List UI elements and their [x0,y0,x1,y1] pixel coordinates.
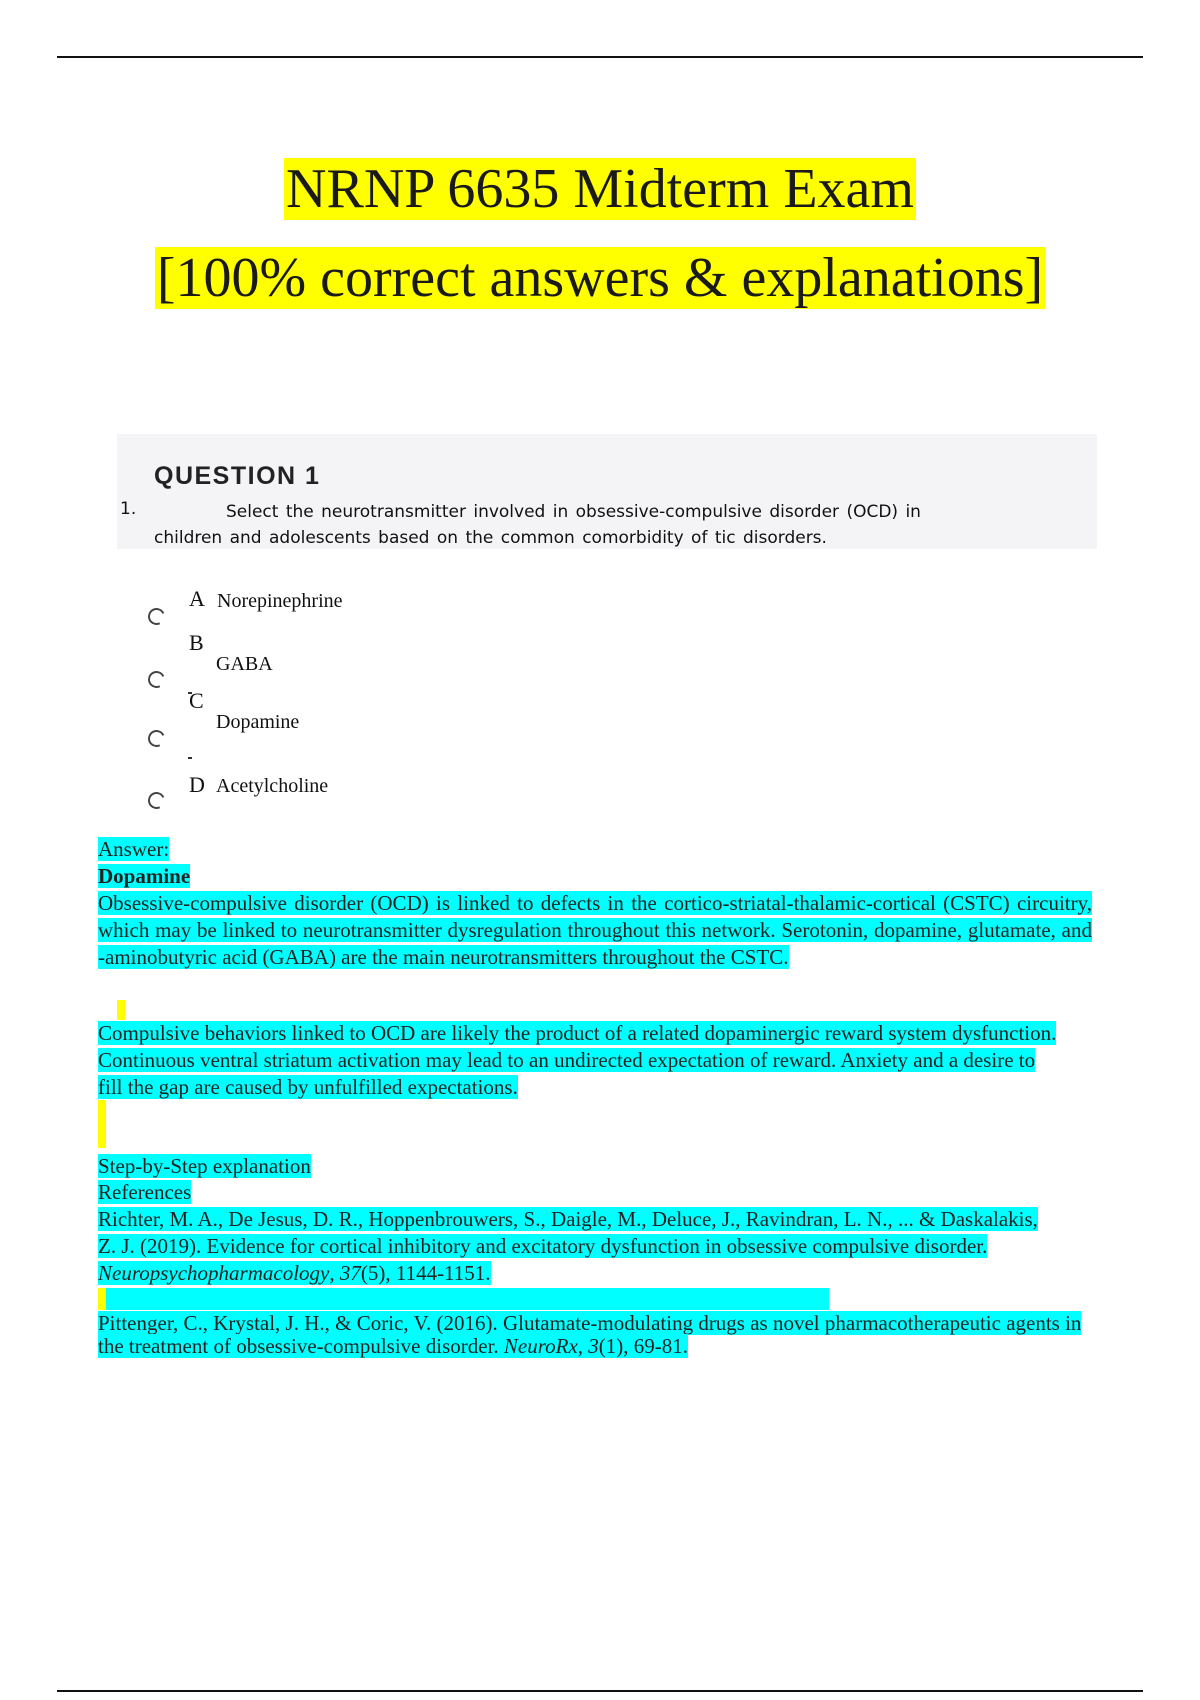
answer-value: Dopamine [98,864,191,888]
document-subtitle [0,245,1200,311]
title-line-2: [100% correct answers & explanations] [156,247,1044,309]
option-b-letter: B [189,630,204,655]
explanation-paragraph-1: Obsessive-compulsive disorder (OCD) is linked to defects in the cortico-striatal-thalamic-cortical (CSTC) circuitry, which may be linked to neurotransmitter dysregulation throughout this network. Serotonin, dopamine, glutamate, and -aminobutyric acid (GABA) are the main neurotransmitters throughout the CSTC. [98,891,1092,969]
question-text: Select the neurotransmitter involved in obsessive-compulsive disorder (OCD) in children and adolescents based on the common comorbidity of tic disorders. [154,502,921,548]
highlight-marker [98,1288,106,1310]
reference-1: Richter, M. A., De Jesus, D. R., Hoppenbrouwers, S., Daigle, M., Deluce, J., Ravindran, L. N., ... & Daskalakis, Z. J. (2019). Evidence for cortical inhibitory and excitatory dysfunction in obsessive compulsive disorder. Neuropsychopharmacology, 37(5), 1144-1151. [98,1207,1038,1285]
option-a-letter: A [189,586,205,611]
explanation-paragraph-2: Compulsive behaviors linked to OCD are likely the product of a related dopaminergic reward system dysfunction. Continuous ventral striatum activation may lead to an undirected expectation of reward. Anxiety and a desire to fill the gap are caused by unfulfilled expectations. [98,1021,1057,1099]
option-c-tick [188,757,192,759]
option-b-radio[interactable] [146,669,168,691]
footer-rule [57,1690,1143,1692]
option-c-text[interactable]: Dopamine [216,711,300,733]
answer-label: Answer: [98,837,170,861]
option-d-letter: D [189,772,205,797]
option-c-radio[interactable] [146,728,168,750]
option-a-radio[interactable] [146,606,168,628]
question-number: 1. [120,499,137,519]
highlight-marker [117,1000,125,1020]
highlight-marker [98,1100,106,1148]
option-c-letter: C [189,688,204,713]
option-a-text[interactable]: Norepinephrine [217,590,343,612]
option-d-text[interactable]: Acetylcholine [216,775,329,797]
step-by-step-label: Step-by-Step explanation [98,1154,311,1178]
option-b-text[interactable]: GABA [216,653,273,675]
option-d-radio[interactable] [146,790,168,812]
question-heading: QUESTION 1 [154,462,321,490]
highlight-bar [98,1288,829,1310]
title-line-1: NRNP 6635 Midterm Exam [286,158,914,220]
references-label: References [98,1180,192,1204]
header-rule [57,56,1143,58]
document-title [0,156,1200,222]
reference-2: Pittenger, C., Krystal, J. H., & Coric, V. (2016). Glutamate-modulating drugs as novel pharmacotherapeutic agents in the treatment of obsessive-compulsive disorder. NeuroRx, 3(1), 69-81. [98,1311,1082,1358]
